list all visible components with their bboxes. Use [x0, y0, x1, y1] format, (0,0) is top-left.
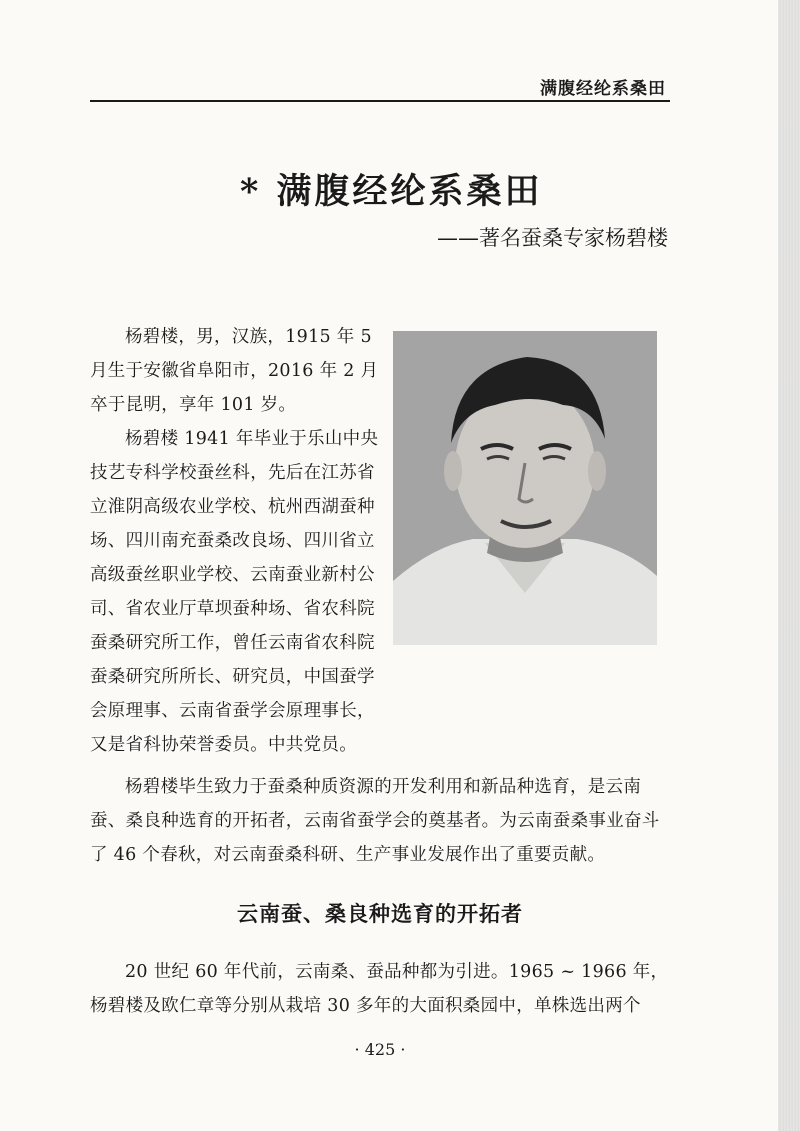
section-heading: 云南蚕、桑良种选育的开拓者 — [237, 902, 523, 926]
article-subtitle: ——著名蚕桑专家杨碧楼 — [437, 226, 668, 250]
page-edge — [778, 0, 800, 1131]
career-paragraph: 杨碧楼 1941 年毕业于乐山中央技艺专科学校蚕丝科，先后在江苏省立淮阴高级农业学校、杭州西湖蚕种场、四川南充蚕桑改良场、四川省立高级蚕丝职业学校、云南蚕业新村公司、省农业厅草坝蚕种场、省农科院蚕桑研究所工作，曾任云南省农科院蚕桑研究所所长、研究员，中国蚕学会原理事、云南省蚕学会原理事长，又是省科协荣誉委员。中共党员。 — [90, 429, 379, 755]
summary-paragraph: 杨碧楼毕生致力于蚕桑种质资源的开发利用和新品种选育，是云南蚕、桑良种选育的开拓者，云南省蚕学会的奠基者。为云南蚕桑事业奋斗了 46 个春秋，对云南蚕桑科研、生产事业发展作出了重要贡献。 — [90, 777, 660, 865]
running-head: 满腹经纶系桑田 — [540, 79, 666, 99]
header-rule — [90, 100, 670, 102]
section-paragraph: 20 世纪 60 年代前，云南桑、蚕品种都为引进。1965 ~ 1966 年，杨碧楼及欧仁章等分别从栽培 30 多年的大面积桑园中，单株选出两个 — [90, 962, 669, 1016]
portrait-illustration — [393, 331, 657, 645]
article-title: * 满腹经纶系桑田 — [240, 171, 543, 212]
portrait-photo — [393, 331, 657, 645]
intro-paragraph: 杨碧楼，男，汉族，1915 年 5 月生于安徽省阜阳市，2016 年 2 月卒于昆明，享年 101 岁。 — [90, 327, 379, 415]
page-number: · 425 · — [354, 1040, 406, 1059]
